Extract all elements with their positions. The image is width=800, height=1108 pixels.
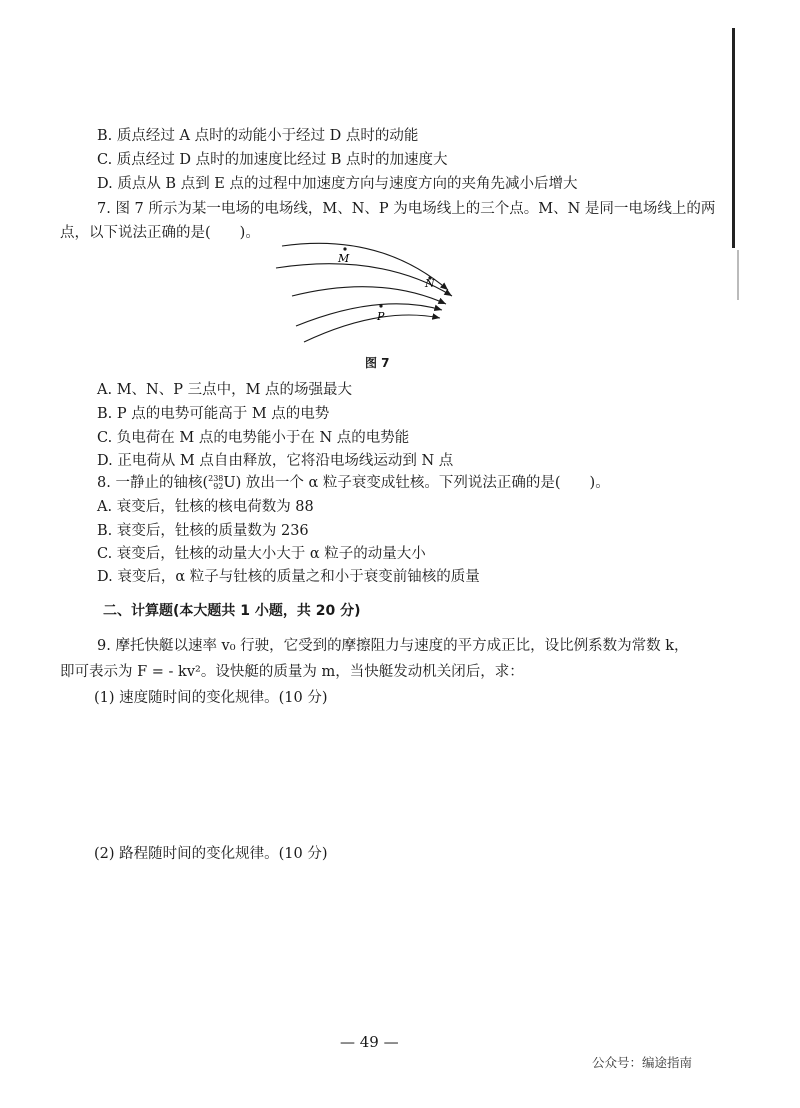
q8-stem-post: ) 放出一个 α 粒子衰变成钍核。下列说法正确的是( )。 [235,475,610,491]
footer-wechat-account: 公众号：编途指南 [592,1055,693,1070]
q6-option-c: C. 质点经过 D 点时的加速度比经过 B 点时的加速度大 [97,152,448,168]
q8-option-c: C. 衰变后，钍核的动量大小大于 α 粒子的动量大小 [97,546,426,562]
scan-edge-line-faint [737,250,739,300]
label-n: N [425,277,435,290]
q9-stem-line2: 即可表示为 F = - kv²。设快艇的质量为 m，当快艇发动机关闭后，求： [60,664,524,680]
q7-option-c: C. 负电荷在 M 点的电势能小于在 N 点的电势能 [97,430,410,446]
q8-stem-pre: 8. 一静止的铀核( [97,475,209,491]
field-line-3 [292,287,446,304]
figure-7-field-lines [270,232,470,352]
q7-stem-line2: 点，以下说法正确的是( )。 [60,225,260,241]
q7-option-a: A. M、N、P 三点中，M 点的场强最大 [97,382,353,398]
point-p-dot [379,304,382,307]
scan-edge-line [732,28,735,248]
q7-option-b: B. P 点的电势可能高于 M 点的电势 [97,406,330,422]
q9-subquestion-2: (2) 路程随时间的变化规律。(10 分) [94,846,328,862]
point-m-dot [343,247,346,250]
q8-option-b: B. 衰变后，钍核的质量数为 236 [97,523,309,539]
label-m: M [338,252,350,265]
page-number: — 49 — [340,1033,399,1051]
field-line-5 [304,315,440,342]
iso-atomic-number: 92 [213,482,224,491]
q6-option-b: B. 质点经过 A 点时的动能小于经过 D 点时的动能 [97,128,419,144]
q6-option-d: D. 质点从 B 点到 E 点的过程中加速度方向与速度方向的夹角先减小后增大 [97,176,578,192]
q9-subquestion-1: (1) 速度随时间的变化规律。(10 分) [94,690,328,706]
field-line-1 [282,243,448,290]
q8-option-d: D. 衰变后，α 粒子与钍核的质量之和小于衰变前铀核的质量 [97,569,480,585]
figure-7-caption: 图 7 [365,356,390,370]
q9-stem-line1: 9. 摩托快艇以速率 v₀ 行驶，它受到的摩擦阻力与速度的平方成正比，设比例系数为常数 k， [97,638,689,654]
q7-option-d: D. 正电荷从 M 点自由释放，它将沿电场线运动到 N 点 [97,453,454,469]
q7-stem-line1: 7. 图 7 所示为某一电场的电场线，M、N、P 为电场线上的三个点。M、N 是同一电场线上的两 [97,201,716,217]
iso-symbol: U [223,475,236,491]
uranium-isotope-notation [208,475,223,491]
q8-option-a: A. 衰变后，钍核的核电荷数为 88 [97,499,314,515]
iso-mass-number: 238 [208,474,224,483]
q8-stem [97,471,610,492]
section-2-heading: 二、计算题(本大题共 1 小题，共 20 分) [103,603,361,619]
label-p: P [377,310,385,323]
